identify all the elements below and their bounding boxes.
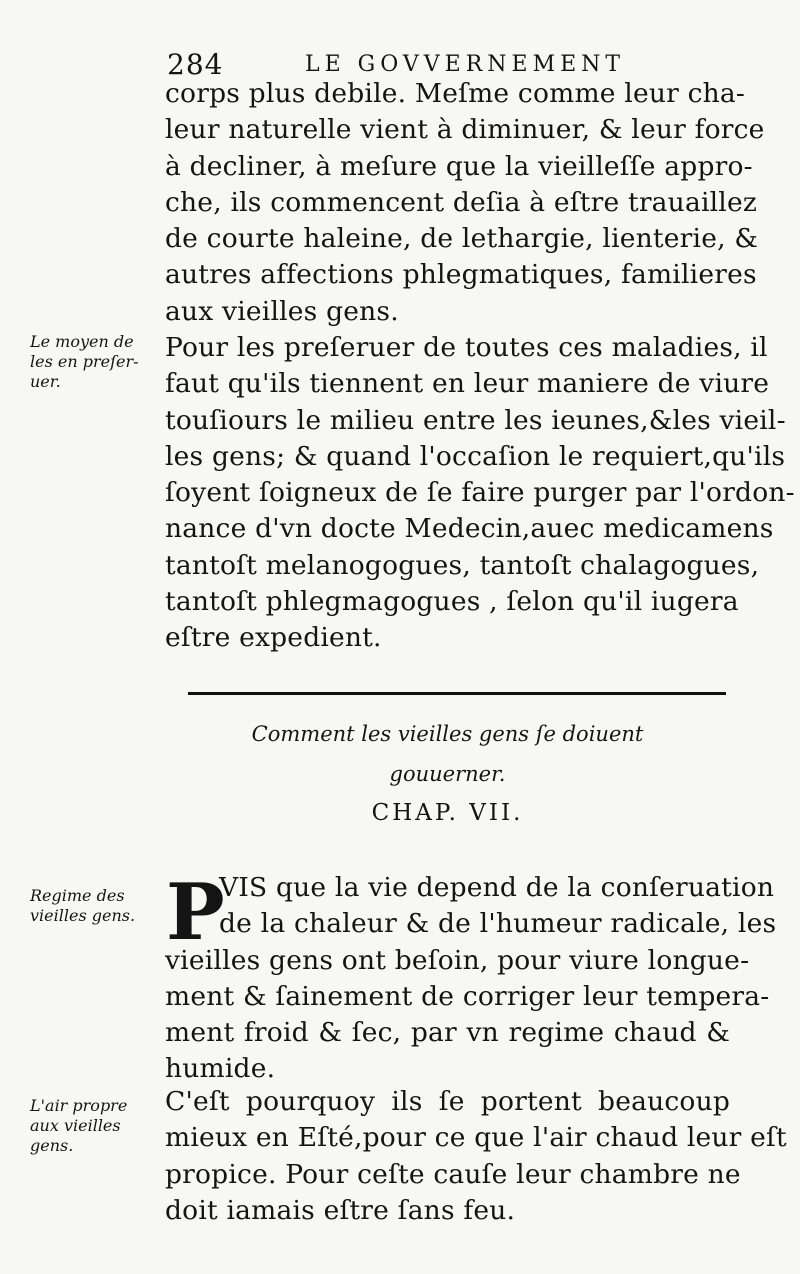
text-line: corps plus debile. Meſme comme leur cha-: [165, 78, 746, 109]
text-line: propice. Pour ceſte cauſe leur chambre ne: [165, 1158, 741, 1190]
paragraph-regime: [165, 867, 777, 1088]
drop-cap: P: [166, 867, 225, 958]
text-line: eſtre expedient.: [165, 622, 382, 654]
text-line: tantoſt phlegmagogues , ſelon qu'il iugera: [165, 586, 739, 618]
text-line: VIS que la vie depend de la conſeruation: [219, 872, 775, 903]
text-line: ment & ſainement de corriger leur tempera-: [165, 980, 770, 1012]
margin-note-preservation: Le moyen de les en preſer-uer.: [30, 332, 139, 391]
text-line: mieux en Eſté,pour ce que l'air chaud leur eſt: [165, 1122, 787, 1154]
section-divider: [188, 692, 726, 695]
text-line: les gens; & quand l'occaſion le requiert,qu'ils: [165, 440, 786, 472]
text-line: touſiours le milieu entre les ieunes,&les vieil-: [165, 404, 786, 436]
margin-note-air: L'air propre aux vieilles gens.: [30, 1096, 128, 1155]
text-line: nance d'vn docte Medecin,auec medicamens: [165, 513, 774, 545]
text-line: leur naturelle vient à diminuer, & leur force: [165, 114, 765, 146]
text-line: humide.: [165, 1053, 276, 1085]
text-line: ſoyent ſoigneux de ſe faire purger par l'ordon-: [165, 477, 795, 509]
text-line: faut qu'ils tiennent en leur maniere de viure: [165, 368, 770, 400]
paragraph-preservation: [165, 330, 795, 657]
chapter-title-line: gouuerner.: [389, 762, 506, 786]
chapter-title: [165, 714, 730, 794]
text-line: vieilles gens ont beſoin, pour viure longue-: [165, 944, 750, 976]
paragraph-air: [165, 1084, 787, 1229]
text-line: aux vieilles gens.: [165, 295, 399, 327]
chapter-heading: CHAP. VII.: [371, 800, 524, 826]
text-line: de la chaleur & de l'humeur radicale, les: [219, 908, 777, 940]
text-line: autres affections phlegmatiques, familieres: [165, 259, 757, 291]
text-line: tantoſt melanogogues, tantoſt chalagogues,: [165, 549, 760, 581]
text-line: de courte haleine, de lethargie, lienterie, &: [165, 223, 759, 255]
chapter-title-line: Comment les vieilles gens ſe doiuent: [251, 722, 644, 746]
text-line: doit iamais eſtre ſans feu.: [165, 1194, 516, 1226]
running-title: LE GOVVERNEMENT: [305, 52, 626, 77]
text-line: C'eſt pourquoy ils ſe portent beaucoup: [165, 1086, 730, 1117]
margin-note-regime: Regime des vieilles gens.: [30, 886, 136, 925]
text-line: Pour les preſeruer de toutes ces maladies, il: [165, 332, 768, 363]
text-line: ment froid & ſec, par vn regime chaud &: [165, 1017, 730, 1049]
text-line: che, ils commencent deſia à eſtre trauaillez: [165, 186, 758, 218]
text-line: à decliner, à meſure que la vieilleſſe appro-: [165, 150, 753, 182]
paragraph-continued: [165, 76, 765, 330]
page-number: 284: [167, 48, 224, 81]
